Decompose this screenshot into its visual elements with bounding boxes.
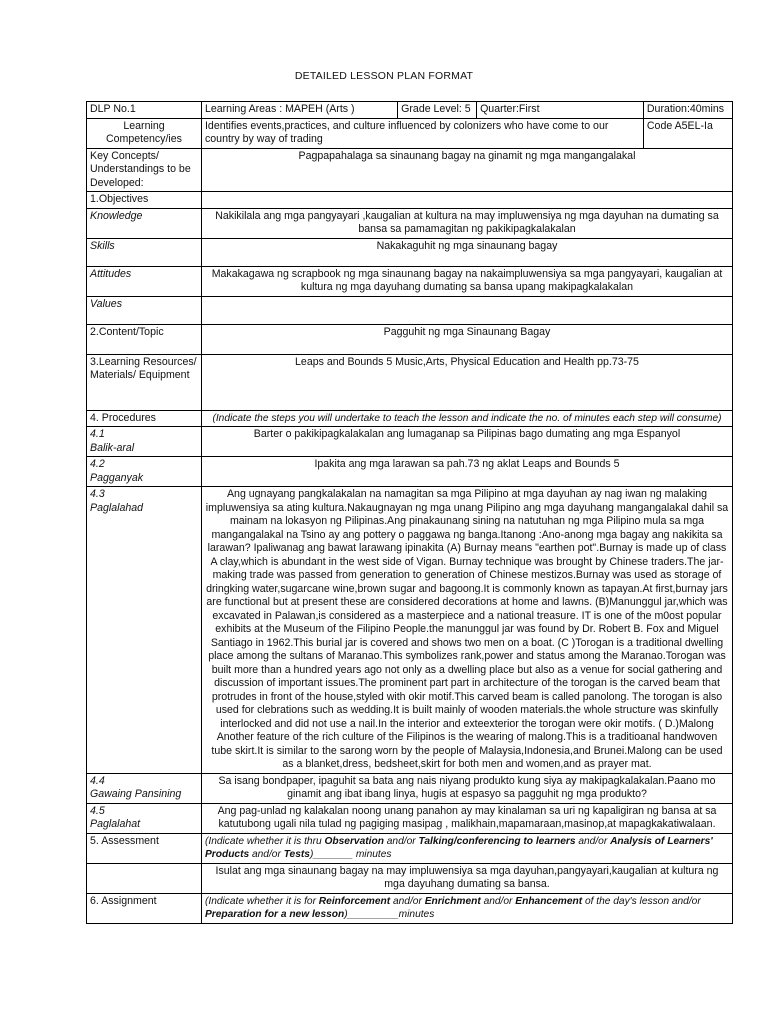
key-concepts-label: Key Concepts/ Understandings to be Developed:	[87, 148, 202, 192]
step-text: Ang pag-unlad ng kalakalan noong unang panahon ay may kinalaman sa uri ng kapaligiran ng bansa at sa katutubong ugali nila tulad ng pagiging masipag , malikhain,mapamaraan,masinop,at mapagkakatiwalaan.	[201, 803, 732, 833]
assessment-text-row	[87, 863, 733, 893]
step-label: 4.4 Gawaing Pansining	[87, 773, 202, 803]
assessment-text-spacer	[87, 863, 202, 893]
skills-row	[87, 238, 733, 266]
assessment-row	[87, 833, 733, 863]
step-label: 4.2 Pagganyak	[87, 457, 202, 487]
attitudes-row	[87, 266, 733, 296]
duration: Duration:40mins	[643, 102, 732, 119]
step-row	[87, 803, 733, 833]
quarter: Quarter:First	[477, 102, 644, 119]
key-concepts-row	[87, 148, 733, 192]
content-label: 2.Content/Topic	[87, 324, 202, 354]
assignment-label: 6. Assignment	[87, 893, 202, 923]
skills-label: Skills	[87, 238, 202, 266]
competency-row	[87, 118, 733, 148]
assessment-text: Isulat ang mga sinaunang bagay na may impluwensiya sa mga dayuhan,pangyayari,kaugalian at kultura ng mga dayuhang dumating sa bansa.	[201, 863, 732, 893]
step-row	[87, 773, 733, 803]
header-row	[87, 102, 733, 119]
resources-text: Leaps and Bounds 5 Music,Arts, Physical Education and Health pp.73-75	[201, 354, 732, 410]
procedures-note: (Indicate the steps you will undertake to teach the lesson and indicate the no. of minutes each step will consume)	[201, 410, 732, 427]
procedures-label: 4. Procedures	[87, 410, 202, 427]
learning-areas: Learning Areas : MAPEH (Arts )	[201, 102, 397, 119]
competency-label: Learning Competency/ies	[87, 118, 202, 148]
competency-code: Code A5EL-Ia	[643, 118, 732, 148]
step-row	[87, 487, 733, 774]
step-row	[87, 427, 733, 457]
content-row	[87, 324, 733, 354]
knowledge-row	[87, 208, 733, 238]
assessment-note: (Indicate whether it is thru Observation and/or Talking/conferencing to learners and/or Analysis of Learners' Products and/or Tests)_______ minutes	[201, 833, 732, 863]
values-text	[201, 296, 732, 324]
assessment-label: 5. Assessment	[87, 833, 202, 863]
resources-label: 3.Learning Resources/ Materials/ Equipment	[87, 354, 202, 410]
step-text: Barter o pakikipagkalakalan ang lumaganap sa Pilipinas bago dumating ang mga Espanyol	[201, 427, 732, 457]
objectives-row	[87, 192, 733, 209]
values-row	[87, 296, 733, 324]
competency-text: Identifies events,practices, and culture influenced by colonizers who have come to our country by way of trading	[201, 118, 643, 148]
attitudes-text: Makakagawa ng scrapbook ng mga sinaunang bagay na nakaimpluwensiya sa mga pangyayari, kaugalian at kultura ng mga dayuhang dumating sa bansa upang makipagkalakalan	[201, 266, 732, 296]
step-text: Ipakita ang mga larawan sa pah.73 ng aklat Leaps and Bounds 5	[201, 457, 732, 487]
assignment-row	[87, 893, 733, 923]
skills-text: Nakakaguhit ng mga sinaunang bagay	[201, 238, 732, 266]
document-title: DETAILED LESSON PLAN FORMAT	[294, 70, 474, 82]
values-label: Values	[87, 296, 202, 324]
step-row	[87, 457, 733, 487]
attitudes-label: Attitudes	[87, 266, 202, 296]
step-label: 4.3 Paglalahad	[87, 487, 202, 774]
objectives-label: 1.Objectives	[87, 192, 202, 209]
resources-row	[87, 354, 733, 410]
dlp-number: DLP No.1	[87, 102, 202, 119]
grade-level: Grade Level: 5	[398, 102, 477, 119]
procedures-row	[87, 410, 733, 427]
step-text: Ang ugnayang pangkalakalan na namagitan sa mga Pilipino at mga dayuhan ay nag iwan ng malaking impluwensiya sa ating kultura.Nakaugnayan ng mga unang Pilipino ang mga dayuhang mangangalakal dahil sa mainam na lokasyon ng Pilipinas.Ang pinakaunang sining na natutuhan ng mga Pilipino mula sa mga mangangalakal na Tsino ay ang pottery o paggawa ng banga.Itanong :Ano-anong mga bagay ang nakikita sa larawan? Ipaliwanag ang bawat larawang ipinakita (A) Burnay means "earthen pot".Burnay is made up of class A clay,which is abundant in the west side of Vigan. Burnay technique was brought by Chinese traders.The jar-making trade was passed from generation to generation of Chinese mestizos.Burnay was used as storage of dringking water,sugarcane wine,brown sugar and bagoong.It is commonly known as tapayan.At first,burnay jars are functional but at present these are considered decorations at home and lawns. (B)Manunggul jar,which was excavated in Palawan,is considered as a masterpiece and a national treasure. IT is one of the m0ost popular exhibits at the Museum of the Filipino People.the manunggul jar was found by Dr. Robert B. Fox and Miguel Santiago in 1962.This burial jar is covered and shows two men on a boat. (C )Torogan is a traditional dwelling place among the sultans of Maranao.This symbolizes rank,power and status among the Maranao.Torogan was built more than a hundred years ago not only as a dwelling place but also as a venue for social gathering and discussion of important issues.The prominent part part in architecture of the torogan is the carved beam that protrudes in front of the house,styled with okir motif.This carved beam is called panolong. The torogan is also used for clebrations such as wedding.It is built mainly of wooden materials.the whole structure was skinfully interlocked and did not use a nail.In the interior and exteexterior the torogan were okir motifs. ( D.)Malong Another feature of the rich culture of the Filipinos is the wearing of malong.This is a traditioanal handwoven tube skirt.It is similar to the sarong worn by the people of Malaysia,Indonesia,and Brunei.Malong can be used as a blanket,dress, bedsheet,skirt for both men and women,and as prayer mat.	[201, 487, 732, 774]
objectives-empty	[201, 192, 732, 209]
lesson-plan-table	[86, 101, 733, 924]
knowledge-text: Nakikilala ang mga pangyayari ,kaugalian at kultura na may impluwensiya ng mga dayuhan na dumating sa bansa sa pamamagitan ng pakikipagkalakalan	[201, 208, 732, 238]
key-concepts-text: Pagpapahalaga sa sinaunang bagay na ginamit ng mga mangangalakal	[201, 148, 732, 192]
assignment-note: (Indicate whether it is for Reinforcement and/or Enrichment and/or Enhancement of the day's lesson and/or Preparation for a new lesson)_________minutes	[201, 893, 732, 923]
step-label: 4.1 Balik-aral	[87, 427, 202, 457]
knowledge-label: Knowledge	[87, 208, 202, 238]
content-text: Pagguhit ng mga Sinaunang Bagay	[201, 324, 732, 354]
step-label: 4.5 Paglalahat	[87, 803, 202, 833]
step-text: Sa isang bondpaper, ipaguhit sa bata ang nais niyang produkto kung siya ay makipagkalakalan.Paano mo ginamit ang ibat ibang linya, hugis at espasyo sa pagguhit ng mga produkto?	[201, 773, 732, 803]
